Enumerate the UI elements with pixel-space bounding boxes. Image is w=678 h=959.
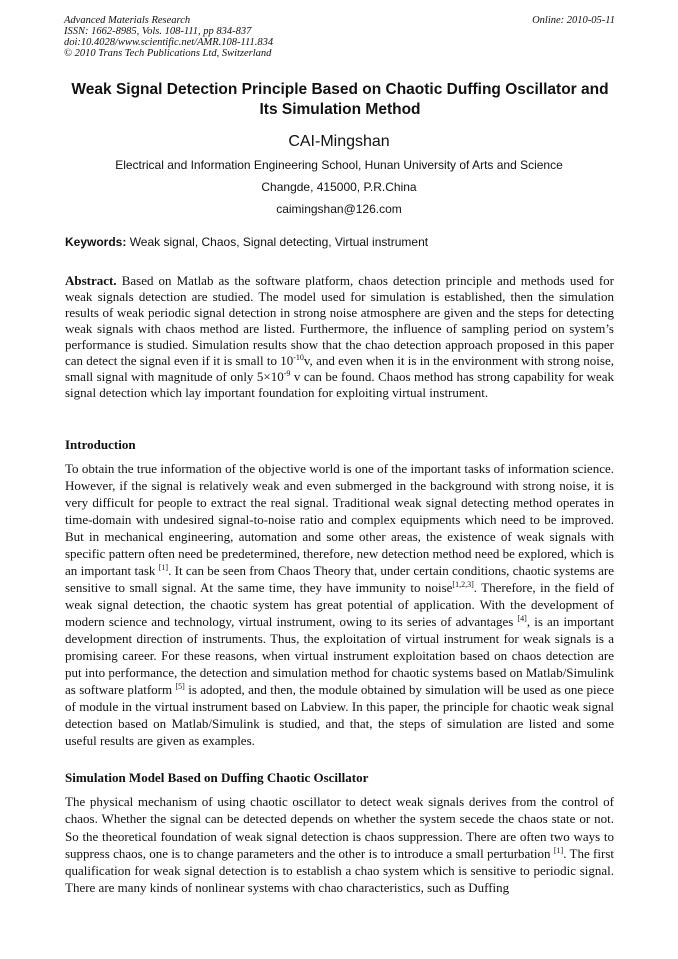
citation-superscript: [1,2,3] xyxy=(452,580,474,589)
online-date: Online: 2010-05-11 xyxy=(532,15,615,26)
author: CAI-Mingshan xyxy=(288,133,390,150)
keywords-label: Keywords: xyxy=(65,235,127,249)
abstract xyxy=(65,273,614,401)
email: caimingshan@126.com xyxy=(276,202,402,216)
city: Changde, 415000, P.R.China xyxy=(261,180,417,194)
citation-superscript: [4] xyxy=(517,614,527,623)
issn: ISSN: 1662-8985, Vols. 108-111, pp 834-837 xyxy=(64,26,252,37)
simulation-paragraph xyxy=(65,793,614,897)
introduction-heading: Introduction xyxy=(65,437,136,452)
title-line: Weak Signal Detection Principle Based on Chaotic Duffing Oscillator and xyxy=(71,81,609,98)
doi: doi:10.4028/www.scientific.net/AMR.108-111.834 xyxy=(64,37,274,48)
keywords xyxy=(65,234,428,250)
text-segment: . The first qualification for weak signal detection is to establish a chao system which is sensitive to periodic signal. There are many kinds of nonlinear systems with chao characteristics, such as Duffing xyxy=(65,845,614,896)
text-segment: v, and even when it is in the environment with strong noise, small signal with magnitude of only 5×10 xyxy=(65,353,614,384)
simulation-heading: Simulation Model Based on Duffing Chaotic Oscillator xyxy=(65,770,369,785)
citation-superscript: [1] xyxy=(553,845,564,855)
school: Electrical and Information Engineering School, Hunan University of Arts and Science xyxy=(115,158,563,172)
title-line: Its Simulation Method xyxy=(259,101,421,118)
text-segment: To obtain the true information of the objective world is one of the important tasks of information science. However, if the signal is relatively weak and even submerged in the background with strong noise, it is very difficult for people to extract the real signal. Traditional weak signal detecting method operates in time-domain with undesired signal-to-noise ratio and complex equipments which need to be improved. But in mechanical engineering, automation and some other areas, the existence of weak signals with specific pattern often need be predetermined, therefore, new detection method need be explored, which is an important task xyxy=(65,461,614,578)
introduction-paragraph xyxy=(65,460,614,749)
copyright: © 2010 Trans Tech Publications Ltd, Switzerland xyxy=(64,48,272,59)
text-segment: . Therefore, in the field of weak signal detection, the chaotic system has great potential of application. With the development of modern science and technology, virtual instrument, owing to its series of advantages xyxy=(65,580,614,629)
journal-name: Advanced Materials Research xyxy=(64,15,191,26)
keywords-text: Weak signal, Chaos, Signal detecting, Virtual instrument xyxy=(126,235,429,249)
text-segment: v can be found. Chaos method has strong capability for weak signal detection which lay important foundation for exploiting virtual instrument. xyxy=(65,369,614,400)
citation-superscript: [1] xyxy=(158,563,169,572)
text-segment: . It can be seen from Chaos Theory that, under certain conditions, chaotic systems are sensitive to small signal. At the same time, they have immunity to noise xyxy=(65,563,614,595)
text-segment: is adopted, and then, the module obtained by simulation will be used as one piece of module in the virtual instrument based on Labview. In this paper, the principle for chaotic weak signal detection based on Matlab/Simulink is studied, and that, the steps of simulation are listed and some useful results are given as examples. xyxy=(65,682,614,748)
paper-title xyxy=(50,80,630,120)
citation-superscript: -9 xyxy=(283,369,291,378)
text-segment: The physical mechanism of using chaotic oscillator to detect weak signals derives from the control of chaos. Whether the signal can be detected depends on whether the system secede the chaos state or not. So the theoretical foundation of weak signal detection is chaos suppression. There are often two ways to suppress chaos, one is to change parameters and the other is to introduce a small perturbation xyxy=(65,794,614,861)
citation-superscript: -10 xyxy=(293,353,304,362)
affiliation xyxy=(0,154,678,220)
text-segment: Based on Matlab as the software platform, chaos detection principle and methods used for weak signals detection are studied. The model used for simulation is established, then the simulation results of weak periodic signal detection in strong noise atmosphere are given and the steps for detecting weak signals with chaos method are listed. Furthermore, the influence of sampling period on system’s performance is studied. Simulation results show that the chao detection approach proposed in this paper can detect the signal even if it is small to 10 xyxy=(65,273,614,368)
abstract-label: Abstract. xyxy=(65,273,117,288)
text-segment: , is an important development direction of instruments. Thus, the exploitation of virtual instrument for weak signals is a promising career. For these reasons, when virtual instrument exploitation based on chaos detection are put into performance, the detection and simulation method for chaotic systems based on Matlab/Simulink as software platform xyxy=(65,614,614,697)
citation-superscript: [5] xyxy=(175,682,185,691)
journal-header xyxy=(64,15,273,59)
